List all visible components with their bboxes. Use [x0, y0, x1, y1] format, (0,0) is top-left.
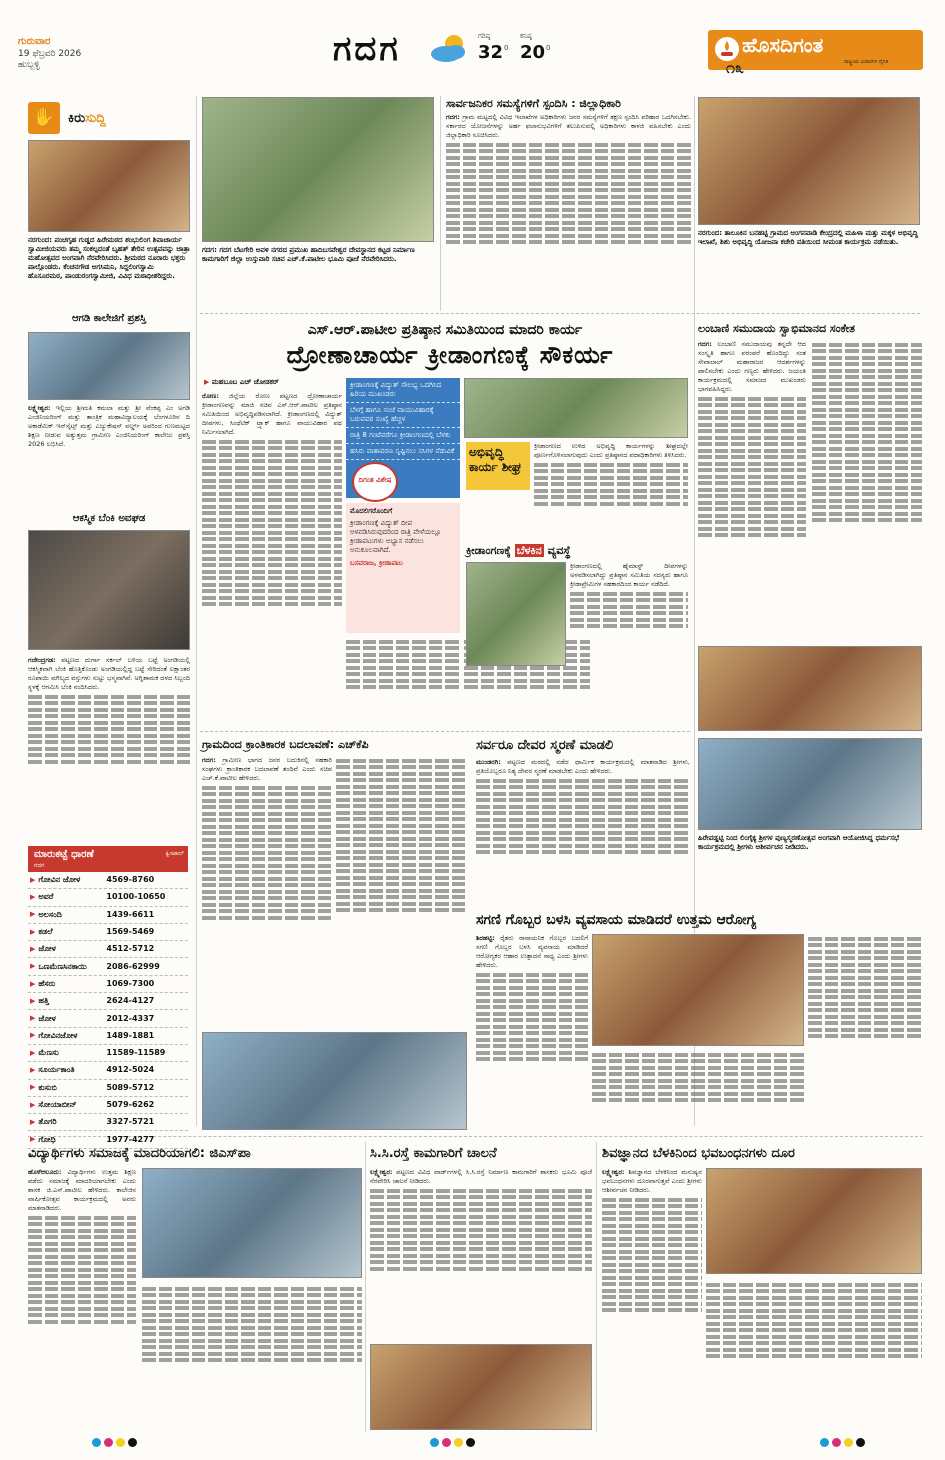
weekday: ಗುರುವಾರ [18, 36, 51, 47]
market-row [28, 993, 188, 1010]
max-temp-unit: 0 [504, 44, 509, 52]
market-row [28, 872, 188, 889]
fire-photo [28, 530, 190, 650]
foundation-photo [202, 97, 434, 242]
crop-price: 4512-5712 [106, 944, 155, 954]
crop-price: 4569-8760 [106, 875, 155, 885]
vidya-article-cont [142, 1284, 362, 1430]
fire-headline: ಆಕಸ್ಮಿಕ ಬೆಂಕಿ ಅವಘಡ [72, 513, 146, 524]
market-title: ಮಾರುಕಟ್ಟೆ ಧಾರಣೆ [34, 849, 94, 860]
shiva-article-cont [706, 1280, 922, 1430]
market-unit: ಕ್ವಿಂಟಾಲ್ [165, 850, 184, 857]
crop-name: ಅಲಸಂದಿ [38, 909, 62, 919]
crop-price: 1569-5469 [106, 927, 155, 937]
crop-name: ಮೆಣಸು [38, 1048, 59, 1058]
date: 19 ಫೆಬ್ರವರಿ 2026 [18, 48, 82, 59]
bullet-icon: ▶ [30, 944, 36, 953]
crop-price: 1069-7300 [106, 978, 155, 988]
crop-price: 2624-4127 [106, 996, 155, 1006]
bullet-icon: ▶ [30, 1066, 36, 1075]
quote-box [346, 503, 460, 633]
vidya-headline: ವಿದ್ಯಾರ್ಥಿಗಳು ಸಮಾಜಕ್ಕೆ ಮಾದರಿಯಾಗಲಿ: ಜಿಎಸ್‌ಪಾ [28, 1146, 251, 1161]
bullet-icon: ▶ [30, 1014, 36, 1023]
weather-widget [428, 30, 558, 70]
crop-name: ಸೂರ್ಯಕಾಂತಿ [38, 1065, 75, 1075]
crop-name: ಹೆಸರು [38, 978, 56, 988]
market-row [28, 1114, 188, 1131]
vidya-dateline: ಹೊಳೆಆಲೂರು: [28, 1168, 62, 1176]
max-temp: 32 [478, 42, 504, 63]
section-divider [200, 731, 690, 732]
city-name: ಗದಗ [333, 29, 401, 69]
sagani-photo [592, 934, 804, 1046]
anganwadi-caption: ನರಗುಂದ: ತಾಲೂಕಿನ ಬನಹಟ್ಟಿ ಗ್ರಾಮದ ಅಂಗನವಾಡಿ ಕೇಂದ್ರದಲ್ಲಿ ಮಹಿಳಾ ಮತ್ತು ಮಕ್ಕಳ ಅಭಿವೃದ್ಧಿ ಇಲಾಖೆ, ಶಿಶು ಅಭಿವೃದ್ಧಿ ಯೋಜನಾ ಕಚೇರಿ ವತಿಯಿಂದ ಸೀಮಂತ ಕಾರ್ಯಕ್ರಮ ನಡೆಯಿತು. [698, 229, 918, 246]
crop-price: 3327-5721 [106, 1117, 155, 1127]
market-row [28, 1045, 188, 1062]
crop-name: ಹತ್ತಿ [38, 996, 49, 1006]
min-temp: 20 [520, 42, 546, 63]
hkp-article: ಗದಗ: ಗ್ರಾಮೀಣ ಭಾಗದ ಜನರ ಬದುಕಿನಲ್ಲಿ ಸಹಕಾರಿ ಸಂಘಗಳು ಕ್ರಾಂತಿಕಾರಕ ಬದಲಾವಣೆ ತಂದಿವೆ ಎಂದು ಸಚಿವ ಎಚ್.ಕೆ.ಪಾಟೀಲ ಹೇಳಿದರು. [202, 756, 332, 1026]
crop-price: 1977-4277 [106, 1134, 155, 1144]
shiva-article: ಲಕ್ಷ್ಮೇಶ್ವರ: ಶಿವಜ್ಞಾನದ ಬೆಳಕಿನಿಂದ ಮನುಷ್ಯನ ಭವಬಂಧನಗಳು ದೂರವಾಗುತ್ತವೆ ಎಂದು ಶ್ರೀಗಳು ಆಶೀರ್ವಚನ ನೀಡಿದರು. [602, 1168, 702, 1430]
dharma-sabha-photo [698, 738, 922, 830]
logo-text: ಹೊಸದಿಗಂತ [742, 33, 824, 57]
quote-heading: ಮೊದಲಿಗರೊಂದಿಗೆ [350, 507, 393, 515]
dc-headline: ಸಾರ್ವಜನಿಕರ ಸಮಸ್ಯೆಗಳಿಗೆ ಸ್ಪಂದಿಸಿ : ಜಿಲ್ಲಾಧಿಕಾರಿ [446, 97, 621, 110]
fire-dateline: ಗಜೇಂದ್ರಗಡ: [28, 656, 56, 664]
crop-name: ಒಣಮೆಣಸಿನಕಾಯಿ [38, 961, 87, 971]
shiva-photo [706, 1168, 922, 1274]
bullet-icon: ▶ [30, 1083, 36, 1092]
deva-dateline: ಮುಂಡರಗಿ: [476, 758, 501, 766]
crop-name: ಸೋಯಾಬೀನ್ [38, 1100, 77, 1109]
section-divider [200, 313, 920, 314]
bullet-icon: ▶ [30, 927, 36, 936]
lambani-headline: ಲಂಬಾಣಿ ಸಮುದಾಯ ಸ್ವಾಭಿಮಾನದ ಸಂಕೇತ [698, 322, 855, 335]
market-rows [28, 872, 188, 1149]
market-rates-table [28, 846, 188, 1164]
quote-text: ಕ್ರೀಡಾಂಗಣಕ್ಕೆ ವಿದ್ಯುತ್ ದೀಪ ಅಳವಡಿಸಿರುವುದರಿಂದ ರಾತ್ರಿ ವೇಳೆಯಲ್ಲೂ ಕ್ರೀಡಾಪಟುಗಳು ಅಭ್ಯಾಸ ನಡೆಸಲು ಅನುಕೂಲವಾಗಿದೆ. [350, 519, 442, 554]
lambani-article: ಗದಗ: ಲಂಬಾಣಿ ಸಮುದಾಯವು ತನ್ನದೇ ಆದ ಸಂಸ್ಕೃತಿ ಹಾಗೂ ಪರಂಪರೆ ಹೊಂದಿದ್ದು ಸಂತ ಸೇವಾಲಾಲ್ ಮಹಾರಾಜರ ಆದರ್ಶಗಳನ್ನು ಪಾಲಿಸಬೇಕು ಎಂದು ಗಣ್ಯರು ಹೇಳಿದರು. ಜಯಂತಿ ಕಾರ್ಯಕ್ರಮದಲ್ಲಿ ಸಮಾಜದ ಮುಖಂಡರು ಭಾಗವಹಿಸಿದ್ದರು. [698, 340, 806, 640]
crop-price: 2012-4337 [106, 1013, 155, 1023]
vidya-photo [142, 1168, 362, 1278]
crop-price: 1439-6611 [106, 909, 155, 919]
bullet-icon: ▶ [30, 1135, 36, 1144]
road-dateline: ಲಕ್ಷ್ಮೇಶ್ವರ: [370, 1168, 393, 1176]
partly-cloudy-icon [428, 32, 470, 64]
crop-price: 4912-5024 [106, 1065, 155, 1075]
lead-article: ರೋಣ: ಜಿಲ್ಲೆಯ ರೋಣ ಪಟ್ಟಣದ ದ್ರೋಣಾಚಾರ್ಯ ಕ್ರೀಡಾಂಗಣವನ್ನು ಮಾಜಿ ಸಚಿವ ಎಸ್.ಆರ್.ಪಾಟೀಲ ಪ್ರತಿಷ್ಠಾನ ಸಮಿತಿಯಿಂದ ಅಭಿವೃದ್ಧಿಪಡಿಸಲಾಗಿದೆ. ಕ್ರೀಡಾಂಗಣದಲ್ಲಿ ವಿದ್ಯುತ್ ದೀಪಗಳು, ಸಿಂಥೆಟಿಕ್ ಟ್ರ್ಯಾಕ್ ಹಾಗೂ ವಾಯುವಿಹಾರ ಪಥ ನಿರ್ಮಿಸಲಾಗಿದೆ. [202, 392, 342, 727]
vidya-article: ಹೊಳೆಆಲೂರು: ವಿದ್ಯಾರ್ಥಿಗಳು ಉತ್ತಮ ಶಿಕ್ಷಣ ಪಡೆದು ಸಮಾಜಕ್ಕೆ ಮಾದರಿಯಾಗಬೇಕು ಎಂದು ಶಾಸಕ ಜಿ.ಎಸ್.ಪಾಟೀಲ ಹೇಳಿದರು. ಕಾಲೇಜಿನ ವಾರ್ಷಿಕೋತ್ಸವ ಕಾರ್ಯಕ್ರಮದಲ್ಲಿ ಅವರು ಮಾತನಾಡಿದರು. [28, 1168, 136, 1430]
market-row [28, 889, 188, 906]
sagani-article-cont [592, 1050, 804, 1130]
market-row [28, 976, 188, 993]
column-rule [596, 1142, 597, 1432]
date-block [18, 36, 81, 71]
crop-name: ಜೋಳ [38, 944, 56, 954]
digantha-special-badge: ದಿಗಂತ ವಿಶೇಷ [352, 462, 398, 502]
highlight-item: ಬೆಳಗ್ಗೆ ಹಾಗೂ ಸಂಜೆ ವಾಯುವಿಹಾರಕ್ಕೆ ಬರುವವರ ಸಂಖ್ಯೆ ಹೆಚ್ಚಳ [346, 403, 460, 428]
fire-article: ಗಜೇಂದ್ರಗಡ: ಪಟ್ಟಣದ ದುರ್ಗಾ ಸರ್ಕಲ್ ಬಳಿಯ ಬಟ್ಟೆ ಅಂಗಡಿಯಲ್ಲಿ ಆಕಸ್ಮಿಕವಾಗಿ ಬೆಂಕಿ ಹೊತ್ತಿಕೊಂಡು ಅಂಗಡಿಯಲ್ಲಿದ್ದ ಬಟ್ಟೆ ಸೇರಿದಂತೆ ಲಕ್ಷಾಂತರ ರೂಪಾಯಿ ಮೌಲ್ಯದ ವಸ್ತುಗಳು ಸುಟ್ಟು ಭಸ್ಮವಾಗಿವೆ. ಅಗ್ನಿಶಾಮಕ ದಳದ ಸಿಬ್ಬಂದಿ ಸ್ಥಳಕ್ಕೆ ಆಗಮಿಸಿ ಬೆಂಕಿ ನಂದಿಸಿದರು. [28, 656, 190, 836]
logo-tagline: ರಾಷ್ಟ್ರೀಯ ವಿಚಾರಗಳ ದೈನಿಕ [844, 59, 889, 65]
crop-name: ಗೋವಿನ ಜೋಳ [38, 875, 81, 885]
market-row [28, 1028, 188, 1045]
market-row [28, 907, 188, 924]
kiru-caption: ನರಗುಂದ: ಪಂಚಗೃಹ ಗುಡ್ಡದ ಹಿರೇಮಠದ ಶಂಭುಲಿಂಗ ಶಿವಾಚಾರ್ಯ ಸ್ವಾಮೀಜಿಯವರು ತಮ್ಮ ಸಂಕಲ್ಪದಂತೆ ಬೃಹತ್ ತೇರಿನ ಉತ್ಸವವನ್ನು ಜಾತ್ರಾ ಮಹೋತ್ಸವದ ಅಂಗವಾಗಿ ನೆರವೇರಿಸಿದರು. ಶ್ರೀಮಠದ ನೂರಾರು ಭಕ್ತರು ಪಾಲ್ಗೊಂಡರು. ಕೆಂಚನಗೌಡ ಅಗಸಿಮನಿ, ಸಿದ್ದಲಿಂಗಸ್ವಾಮಿ ಹೊಸೂರಮಠ, ಪಾಂಡುರಂಗಸ್ವಾಮೀಜಿ, ವಿವಿಧ ಮಠಾಧೀಶರಿದ್ದರು. [28, 236, 190, 280]
deva-headline: ಸರ್ವರೂ ದೇವರ ಸ್ಮರಣೆ ಮಾಡಲಿ [476, 738, 614, 753]
crop-name: ಕಡಲೆ [38, 927, 53, 937]
deva-article: ಮುಂಡರಗಿ: ಪಟ್ಟಣದ ಮಠದಲ್ಲಿ ನಡೆದ ಧಾರ್ಮಿಕ ಕಾರ್ಯಕ್ರಮದಲ್ಲಿ ಮಾತನಾಡಿದ ಶ್ರೀಗಳು, ಪ್ರತಿಯೊಬ್ಬರೂ ನಿತ್ಯ ದೇವರ ಸ್ಮರಣೆ ಮಾಡಬೇಕು ಎಂದು ಹೇಳಿದರು. [476, 758, 690, 908]
bullet-icon: ▶ [30, 1100, 36, 1109]
lights-photo [466, 562, 566, 666]
hkp-article-cont [336, 756, 466, 1026]
market-row [28, 1097, 188, 1114]
highlight-item: ರಾತ್ರಿ 8 ಗಂಟೆವರೆಗೂ ಕ್ರೀಡಾಂಗಣದಲ್ಲಿ ಬೆಳಕು [346, 428, 460, 444]
edition-place: ಹುಬ್ಬಳ್ಳಿ [18, 59, 40, 70]
market-header [28, 846, 188, 872]
lead-headline: ದ್ರೋಣಾಚಾರ್ಯ ಕ್ರೀಡಾಂಗಣಕ್ಕೆ ಸೌಕರ್ಯ [286, 341, 614, 369]
kiru-suddi-header [28, 102, 188, 134]
stadium-photo [464, 378, 688, 438]
masthead [0, 0, 945, 90]
max-temp-label: ಗರಿಷ್ಠ [478, 32, 491, 40]
lead-kicker: ಎಸ್.ಆರ್.ಪಾಟೀಲ ಪ್ರತಿಷ್ಠಾನ ಸಮಿತಿಯಿಂದ ಮಾದರಿ ಕಾರ್ಯ [307, 322, 583, 338]
column-rule [440, 96, 441, 311]
hkp-dateline: ಗದಗ: [202, 756, 216, 764]
hand-icon: ✋ [28, 102, 60, 134]
column-rule [365, 1142, 366, 1432]
crop-name: ಅವರೆ [38, 892, 54, 902]
bullet-icon: ▶ [30, 996, 36, 1005]
crop-name: ಕುಸುಬಿ [38, 1082, 57, 1092]
shiva-dateline: ಲಕ್ಷ್ಮೇಶ್ವರ: [602, 1168, 625, 1176]
sagani-dateline: ಶಿರಹಟ್ಟಿ: [476, 934, 495, 942]
market-row [28, 1010, 188, 1027]
foundation-caption: ಗದಗ: ಗದಗ ಬೆಟಗೇರಿ ಅವಳಿ ನಗರದ ಪ್ರಮುಖ ಹಾದಿಬಸವೇಶ್ವರ ದೇವಸ್ಥಾನದ ಕಟ್ಟಡ ನಿರ್ಮಾಣ ಕಾಮಗಾರಿಗೆ ಜಿಲ್ಲಾ ಉಸ್ತುವಾರಿ ಸಚಿವ ಎಚ್.ಕೆ.ಪಾಟೀಲ ಭೂಮಿ ಪೂಜೆ ನೆರವೇರಿಸಿದರು. [202, 246, 415, 263]
crop-name: ಜೋಳ [38, 1013, 56, 1023]
crop-name: ಗೋವಿನಜೋಳ [38, 1030, 78, 1040]
kiru-suddi-title: ಕಿರುಸುದ್ದಿ [68, 111, 106, 126]
market-row [28, 924, 188, 941]
agadi-article: ಲಕ್ಷ್ಮೇಶ್ವರ: ಇಲ್ಲಿಯ ಶ್ರೀಮತಿ ಕಮಲಾ ಮತ್ತು ಶ್ರೀ ವೆಂಕಪ್ಪ ಎಂ ಅಗಡಿ ಎಂಜಿನಿಯರಿಂಗ್ ಮತ್ತು ತಾಂತ್ರಿಕ ಮಹಾವಿದ್ಯಾಲಯಕ್ಕೆ ಬೆಂಗಳೂರಿನ ದಿ ಅಕಾಡೆಮಿಕ್ ಇನ್‌ಸೈಟ್ಸ್ ಮತ್ತು ಎಜ್ಯುಕೇಷನ್ ವರ್ಲ್ಡ್ ಅವರಿಂದ ಗುಣಮಟ್ಟದ ಶಿಕ್ಷಣ ನೀಡುವ ಅತ್ಯುತ್ತಮ ಗ್ರಾಮೀಣ ಎಂಜಿನಿಯರಿಂಗ್ ಕಾಲೇಜು ಪ್ರಶಸ್ತಿ 2026 ಲಭಿಸಿದೆ. [28, 404, 190, 448]
crop-name: ತೊಗರಿ [38, 1117, 57, 1127]
market-row [28, 941, 188, 958]
hkp-headline: ಗ್ರಾಮದಿಂದ ಕ್ರಾಂತಿಕಾರಕ ಬದಲಾವಣೆ: ಎಚ್‌ಕೆಪಿ [202, 738, 369, 751]
lighting-article: ಕ್ರೀಡಾಂಗಣದಲ್ಲಿ ಹೈಮಾಸ್ಟ್ ದೀಪಗಳನ್ನು ಅಳವಡಿಸಲಾಗಿದ್ದು ಪ್ರತಿಷ್ಠಾನ ಸಮಿತಿಯ ಸದಸ್ಯರು ಹಾಗೂ ಕ್ರೀಡಾಪ್ರೇಮಿಗಳ ಸಹಕಾರದಿಂದ ಕಾರ್ಯ ನಡೆದಿದೆ. [570, 562, 688, 666]
bullet-icon: ▶ [30, 893, 36, 902]
crop-name: ಗೋಧಿ [38, 1134, 56, 1144]
hkp-photo [202, 1032, 467, 1130]
market-row [28, 1080, 188, 1097]
crop-price: 11589-11589 [106, 1048, 166, 1058]
shiva-headline: ಶಿವಜ್ಞಾನದ ಬೆಳಕಿನಿಂದ ಭವಬಂಧನಗಳು ದೂರ [602, 1146, 795, 1161]
dc-dateline: ಗದಗ: [446, 113, 460, 121]
lambani-photo [698, 646, 922, 731]
bullet-icon: ▶ [30, 962, 36, 971]
road-photo [370, 1344, 592, 1430]
lead-highlights-list [346, 378, 460, 460]
market-city: ಗದಗ [34, 861, 45, 869]
dev-article: ಕ್ರೀಡಾಂಗಣದ ಉಳಿದ ಅಭಿವೃದ್ಧಿ ಕಾರ್ಯಗಳನ್ನು ಶೀಘ್ರದಲ್ಲೇ ಪೂರ್ಣಗೊಳಿಸಲಾಗುವುದು ಎಂದು ಪ್ರತಿಷ್ಠಾನದ ಪದಾಧಿಕಾರಿಗಳು ತಿಳಿಸಿದರು. [534, 442, 688, 537]
min-temp-label: ಕನಿಷ್ಠ [520, 32, 532, 40]
crop-price: 10100-10650 [106, 892, 166, 902]
dev-heading-box [466, 442, 530, 490]
award-photo [28, 332, 190, 400]
column-rule [196, 96, 197, 1126]
crop-price: 2086-62999 [106, 961, 160, 971]
lighting-heading: ಕ್ರೀಡಾಂಗಣಕ್ಕೆ ಬೆಳಕಿನ ವ್ಯವಸ್ಥೆ [466, 544, 571, 557]
road-headline: ಸಿ.ಸಿ.ರಸ್ತೆ ಕಾಮಗಾರಿಗೆ ಚಾಲನೆ [370, 1146, 497, 1161]
bullet-icon: ▶ [30, 1117, 36, 1126]
sagani-article-cont2 [808, 934, 922, 1129]
dharma-sabha-caption: ಹಿರೇವಡ್ಡಟ್ಟಿ ನಿಂದ ಲಿಂಗೈಕ್ಯ ಶ್ರೀಗಳ ಪುಣ್ಯಸ್ಮರಣೋತ್ಸವ ಅಂಗವಾಗಿ ಆಯೋಜಿಸಿದ್ದ ಧರ್ಮಸಭೆ ಕಾರ್ಯಕ್ರಮದಲ್ಲಿ ಶ್ರೀಗಳು ಆಶೀರ್ವಚನ ನೀಡಿದರು. [698, 834, 900, 851]
bullet-icon: ▶ [30, 910, 36, 919]
sagani-headline: ಸಗಣಿ ಗೊಬ್ಬರ ಬಳಸಿ ವ್ಯವಸಾಯ ಮಾಡಿದರೆ ಉತ್ತಮ ಆರೋಗ್ಯ [476, 912, 757, 928]
lambani-article-cont [812, 340, 922, 640]
highlight-item: ಕ್ರೀಡಾಂಗಣಕ್ಕೆ ವಿದ್ಯುತ್ ಸೌಲಭ್ಯ ಒದಗಿಸಿದ ಹಿರಿಯ ಮುಖಂಡರು [346, 378, 460, 403]
page-number: ೧೩ [726, 58, 744, 77]
registration-marks [0, 1438, 945, 1458]
bullet-icon: ▶ [30, 1048, 36, 1057]
lead-byline: ▶ ಮಹಬೂಬ ಎಚ್ ಚೋಡಕರ್ [204, 378, 344, 387]
min-temp-unit: 0 [546, 44, 551, 52]
sagani-article: ಶಿರಹಟ್ಟಿ: ರೈತರು ರಾಸಾಯನಿಕ ಗೊಬ್ಬರ ಬದಲಿಗೆ ಸಗಣಿ ಗೊಬ್ಬರ ಬಳಸಿ ವ್ಯವಸಾಯ ಮಾಡಿದರೆ ಆರೋಗ್ಯಕರ ಆಹಾರ ಉತ್ಪಾದನೆ ಸಾಧ್ಯ ಎಂದು ಶ್ರೀಗಳು ಹೇಳಿದರು. [476, 934, 588, 1129]
anganwadi-photo [698, 97, 920, 225]
dc-article: ಗದಗ: ಗ್ರಾಮ ಮಟ್ಟದಲ್ಲಿ ವಿವಿಧ ಇಲಾಖೆಗಳ ಅಧಿಕಾರಿಗಳು ಜನರ ಸಮಸ್ಯೆಗಳಿಗೆ ತಕ್ಷಣ ಸ್ಪಂದಿಸಿ ಪರಿಹಾರ ಒದಗಿಸಬೇಕು. ಸರ್ಕಾರದ ಯೋಜನೆಗಳನ್ನು ಅರ್ಹ ಫಲಾನುಭವಿಗಳಿಗೆ ತಲುಪಿಸುವಲ್ಲಿ ಅಧಿಕಾರಿಗಳು ಕಾಳಜಿ ವಹಿಸಬೇಕು ಎಂದು ಜಿಲ್ಲಾಧಿಕಾರಿ ಸೂಚಿಸಿದರು. [446, 113, 691, 308]
agadi-dateline: ಲಕ್ಷ್ಮೇಶ್ವರ: [28, 404, 51, 412]
dev-heading: ಅಭಿವೃದ್ಧಿ ಕಾರ್ಯ ಶೀಘ್ರ [469, 445, 522, 474]
bullet-icon: ▶ [30, 979, 36, 988]
market-row [28, 1062, 188, 1079]
lead-dateline: ರೋಣ: [202, 392, 219, 400]
crop-price: 5089-5712 [106, 1082, 155, 1092]
market-row [28, 958, 188, 975]
lambani-dateline: ಗದಗ: [698, 340, 712, 348]
quote-author: ಬಸವರಾಜ, ಕ್ರೀಡಾಪಟು [350, 559, 403, 567]
crop-price: 5079-6262 [106, 1100, 155, 1109]
bullet-icon: ▶ [30, 875, 36, 884]
lead-article-cont [346, 637, 460, 725]
road-article: ಲಕ್ಷ್ಮೇಶ್ವರ: ಪಟ್ಟಣದ ವಿವಿಧ ವಾರ್ಡ್‌ಗಳಲ್ಲಿ ಸಿ.ಸಿ.ರಸ್ತೆ ನಿರ್ಮಾಣ ಕಾಮಗಾರಿಗೆ ಶಾಸಕರು ಭೂಮಿ ಪೂಜೆ ನೆರವೇರಿಸಿ ಚಾಲನೆ ನೀಡಿದರು. [370, 1168, 592, 1338]
crop-price: 1489-1881 [106, 1030, 155, 1040]
chariot-photo [28, 140, 190, 232]
bullet-icon: ▶ [30, 1031, 36, 1040]
highlight-item: ಹಸಿರು ವಾತಾವರಣ ಸೃಷ್ಟಿಸಲು ಸಸಿಗಳ ನೆಡುವಿಕೆ [346, 444, 460, 460]
agadi-headline: ಆಗಡಿ ಕಾಲೇಜಿಗೆ ಪ್ರಶಸ್ತಿ [71, 313, 147, 324]
